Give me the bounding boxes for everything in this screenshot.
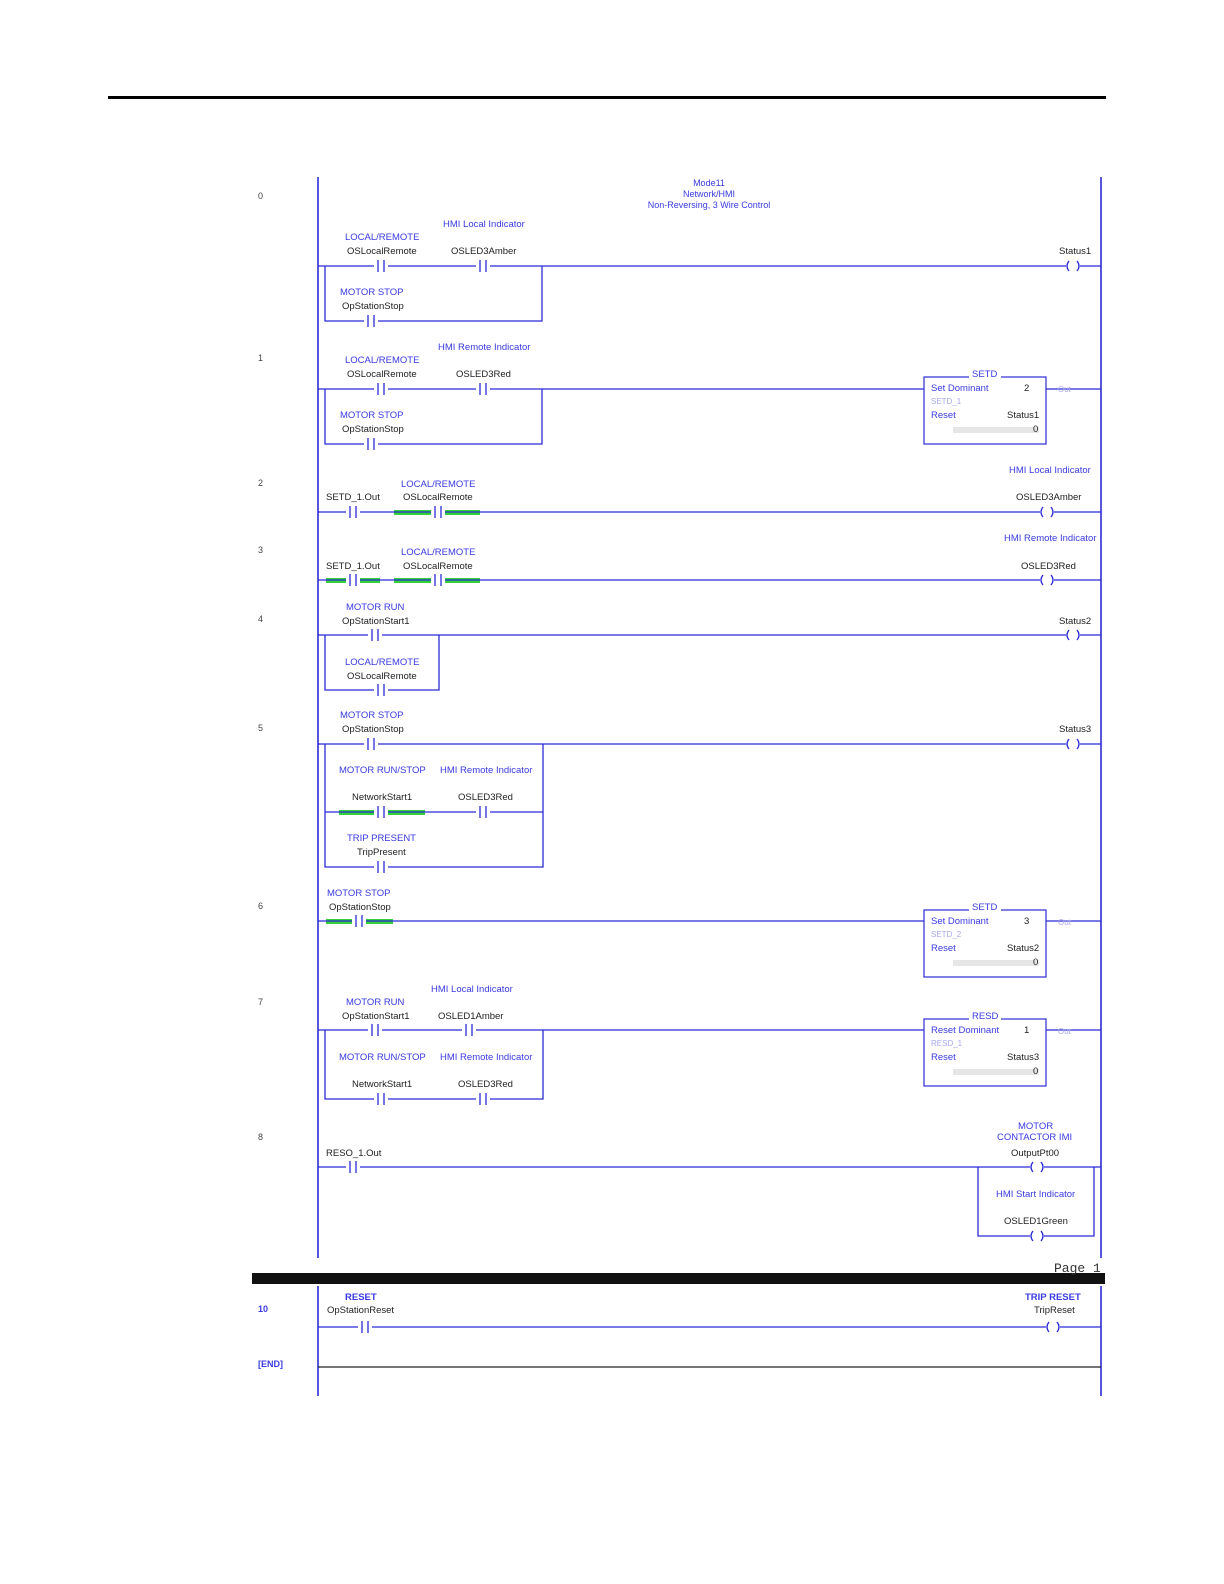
coil-icon	[1066, 261, 1080, 271]
rung-number-8: 8	[258, 1132, 264, 1142]
setd2-mode: Set Dominant	[931, 916, 989, 927]
r8-osled1green: OSLED1Green	[1004, 1216, 1068, 1227]
contact-icon	[476, 806, 490, 818]
setd2-title: SETD	[972, 902, 998, 913]
r3-osled3red: OSLED3Red	[1021, 561, 1076, 572]
r1-os-local-remote: OSLocalRemote	[347, 369, 417, 380]
r8-motor-label: MOTOR	[1018, 1121, 1054, 1132]
r3-setd1-out: SETD_1.Out	[326, 561, 380, 572]
resd1-title: RESD	[972, 1011, 999, 1022]
rung-number-2: 2	[258, 478, 264, 488]
contact-icon	[364, 315, 378, 327]
contact-icon	[368, 1024, 382, 1036]
coil-icon	[1066, 630, 1080, 640]
r8-output-pt00: OutputPt00	[1011, 1148, 1060, 1159]
r2-setd1-out: SETD_1.Out	[326, 492, 380, 503]
r0-op-station-stop: OpStationStop	[342, 301, 404, 312]
contact-icon	[431, 574, 445, 586]
r2-hmi-local-label: HMI Local Indicator	[1009, 465, 1091, 476]
contact-icon	[476, 1093, 490, 1105]
resd1-inst: RESD_1	[931, 1039, 963, 1048]
r10-reset-label: RESET	[345, 1292, 377, 1303]
setd2-value: 0	[1033, 957, 1039, 968]
r4-status2: Status2	[1059, 616, 1092, 627]
rung-number-1: 1	[258, 353, 264, 363]
coil-icon	[1030, 1162, 1044, 1172]
r5-motor-stop-label: MOTOR STOP	[340, 710, 404, 721]
r2-osled3amber: OSLED3Amber	[1016, 492, 1082, 503]
resd1-status: Status3	[1007, 1052, 1040, 1063]
contact-icon	[374, 1093, 388, 1105]
rung-number-5: 5	[258, 723, 264, 733]
r2-os-local-remote: OSLocalRemote	[403, 492, 473, 503]
r6-op-station-stop: OpStationStop	[329, 902, 391, 913]
r4-op-station-start1: OpStationStart1	[342, 616, 410, 627]
r6-motor-stop-label: MOTOR STOP	[327, 888, 391, 899]
r7-hmi-local-label: HMI Local Indicator	[431, 984, 513, 995]
r7-motor-run-stop-label: MOTOR RUN/STOP	[339, 1052, 426, 1063]
rung-number-end: [END]	[258, 1359, 283, 1369]
resd1-out: Out	[1058, 1027, 1071, 1036]
contact-icon	[364, 438, 378, 450]
setd2-status: Status2	[1007, 943, 1040, 954]
r7-network-start1: NetworkStart1	[352, 1079, 413, 1090]
coil-icon	[1040, 575, 1054, 585]
coil-icon	[1046, 1322, 1060, 1332]
r4-local-remote-label: LOCAL/REMOTE	[345, 657, 420, 668]
r0-motor-stop-label: MOTOR STOP	[340, 287, 404, 298]
coil-icon	[1030, 1231, 1044, 1241]
rung-number-10: 10	[258, 1304, 269, 1314]
contact-icon	[476, 383, 490, 395]
setd1-mode: Set Dominant	[931, 383, 989, 394]
r2-local-remote-label: LOCAL/REMOTE	[401, 479, 476, 490]
resd1-mode: Reset Dominant	[931, 1025, 1000, 1036]
contact-icon	[374, 260, 388, 272]
r7-osled3red: OSLED3Red	[458, 1079, 513, 1090]
rung-number-3: 3	[258, 545, 264, 555]
header-line-1: Mode11	[693, 178, 725, 188]
r5-network-start1: NetworkStart1	[352, 792, 413, 803]
r5-osled3red: OSLED3Red	[458, 792, 513, 803]
contact-icon	[431, 506, 445, 518]
r5-trip-present: TripPresent	[357, 847, 406, 858]
contact-icon	[358, 1321, 372, 1333]
rung-number-0: 0	[258, 191, 264, 201]
rung-number-4: 4	[258, 614, 264, 624]
setd2-reset: Reset	[931, 943, 956, 954]
r1-hmi-remote-label: HMI Remote Indicator	[438, 342, 531, 353]
setd1-num: 2	[1024, 383, 1030, 394]
coil-icon	[1040, 507, 1054, 517]
contact-icon	[374, 383, 388, 395]
setd1-reset: Reset	[931, 410, 956, 421]
r5-op-station-stop: OpStationStop	[342, 724, 404, 735]
r0-os-local-remote: OSLocalRemote	[347, 246, 417, 257]
r10-op-station-reset: OpStationReset	[327, 1305, 395, 1316]
r3-hmi-remote-label: HMI Remote Indicator	[1004, 533, 1097, 544]
setd1-status: Status1	[1007, 410, 1040, 421]
r10-trip-reset: TripReset	[1034, 1305, 1075, 1316]
r5-trip-present-label: TRIP PRESENT	[347, 833, 416, 844]
r3-os-local-remote: OSLocalRemote	[403, 561, 473, 572]
contact-icon	[346, 506, 360, 518]
contact-icon	[352, 915, 366, 927]
setd1-value: 0	[1033, 424, 1039, 435]
r7-hmi-remote-label: HMI Remote Indicator	[440, 1052, 533, 1063]
contact-icon	[346, 1161, 360, 1173]
contact-icon	[374, 806, 388, 818]
page-label: Page 1	[1054, 1261, 1101, 1276]
contact-icon	[368, 629, 382, 641]
r3-local-remote-label: LOCAL/REMOTE	[401, 547, 476, 558]
r1-motor-stop-label: MOTOR STOP	[340, 410, 404, 421]
contact-icon	[476, 260, 490, 272]
r7-op-station-start1: OpStationStart1	[342, 1011, 410, 1022]
setd1-inst: SETD_1	[931, 397, 962, 406]
r7-motor-run-label: MOTOR RUN	[346, 997, 405, 1008]
contact-icon	[374, 684, 388, 696]
r7-osled1amber: OSLED1Amber	[438, 1011, 504, 1022]
resd1-reset: Reset	[931, 1052, 956, 1063]
setd1-out: Out	[1058, 385, 1071, 394]
setd2-inst: SETD_2	[931, 930, 962, 939]
r0-osled3amber: OSLED3Amber	[451, 246, 517, 257]
resd1-num: 1	[1024, 1025, 1030, 1036]
setd1-title: SETD	[972, 369, 998, 380]
header-line-3: Non-Reversing, 3 Wire Control	[647, 200, 771, 210]
contact-icon	[364, 738, 378, 750]
r0-local-remote-label: LOCAL/REMOTE	[345, 232, 420, 243]
r4-os-local-remote: OSLocalRemote	[347, 671, 417, 682]
r8-reso1-out: RESO_1.Out	[326, 1148, 382, 1159]
r5-status3: Status3	[1059, 724, 1092, 735]
setd2-num: 3	[1024, 916, 1030, 927]
header-line-2: Network/HMI	[682, 189, 736, 199]
contact-icon	[346, 574, 360, 586]
r0-status1: Status1	[1059, 246, 1092, 257]
r1-op-station-stop: OpStationStop	[342, 424, 404, 435]
r5-motor-run-stop-label: MOTOR RUN/STOP	[339, 765, 426, 776]
page-break-band	[252, 1273, 1105, 1284]
coil-icon	[1066, 739, 1080, 749]
setd2-out: Out	[1058, 918, 1071, 927]
contact-icon	[462, 1024, 476, 1036]
contact-icon	[374, 861, 388, 873]
r10-trip-reset-label: TRIP RESET	[1025, 1292, 1081, 1303]
r8-contactor-label: CONTACTOR IMI	[997, 1132, 1073, 1143]
resd1-value: 0	[1033, 1066, 1039, 1077]
r1-osled3red: OSLED3Red	[456, 369, 511, 380]
r4-motor-run-label: MOTOR RUN	[346, 602, 405, 613]
rung-number-6: 6	[258, 901, 264, 911]
r1-local-remote-label: LOCAL/REMOTE	[345, 355, 420, 366]
r5-hmi-remote-label: HMI Remote Indicator	[440, 765, 533, 776]
r0-hmi-local-label: HMI Local Indicator	[443, 219, 525, 230]
r8-hmi-start-label: HMI Start Indicator	[996, 1189, 1076, 1200]
rung-number-7: 7	[258, 997, 264, 1007]
